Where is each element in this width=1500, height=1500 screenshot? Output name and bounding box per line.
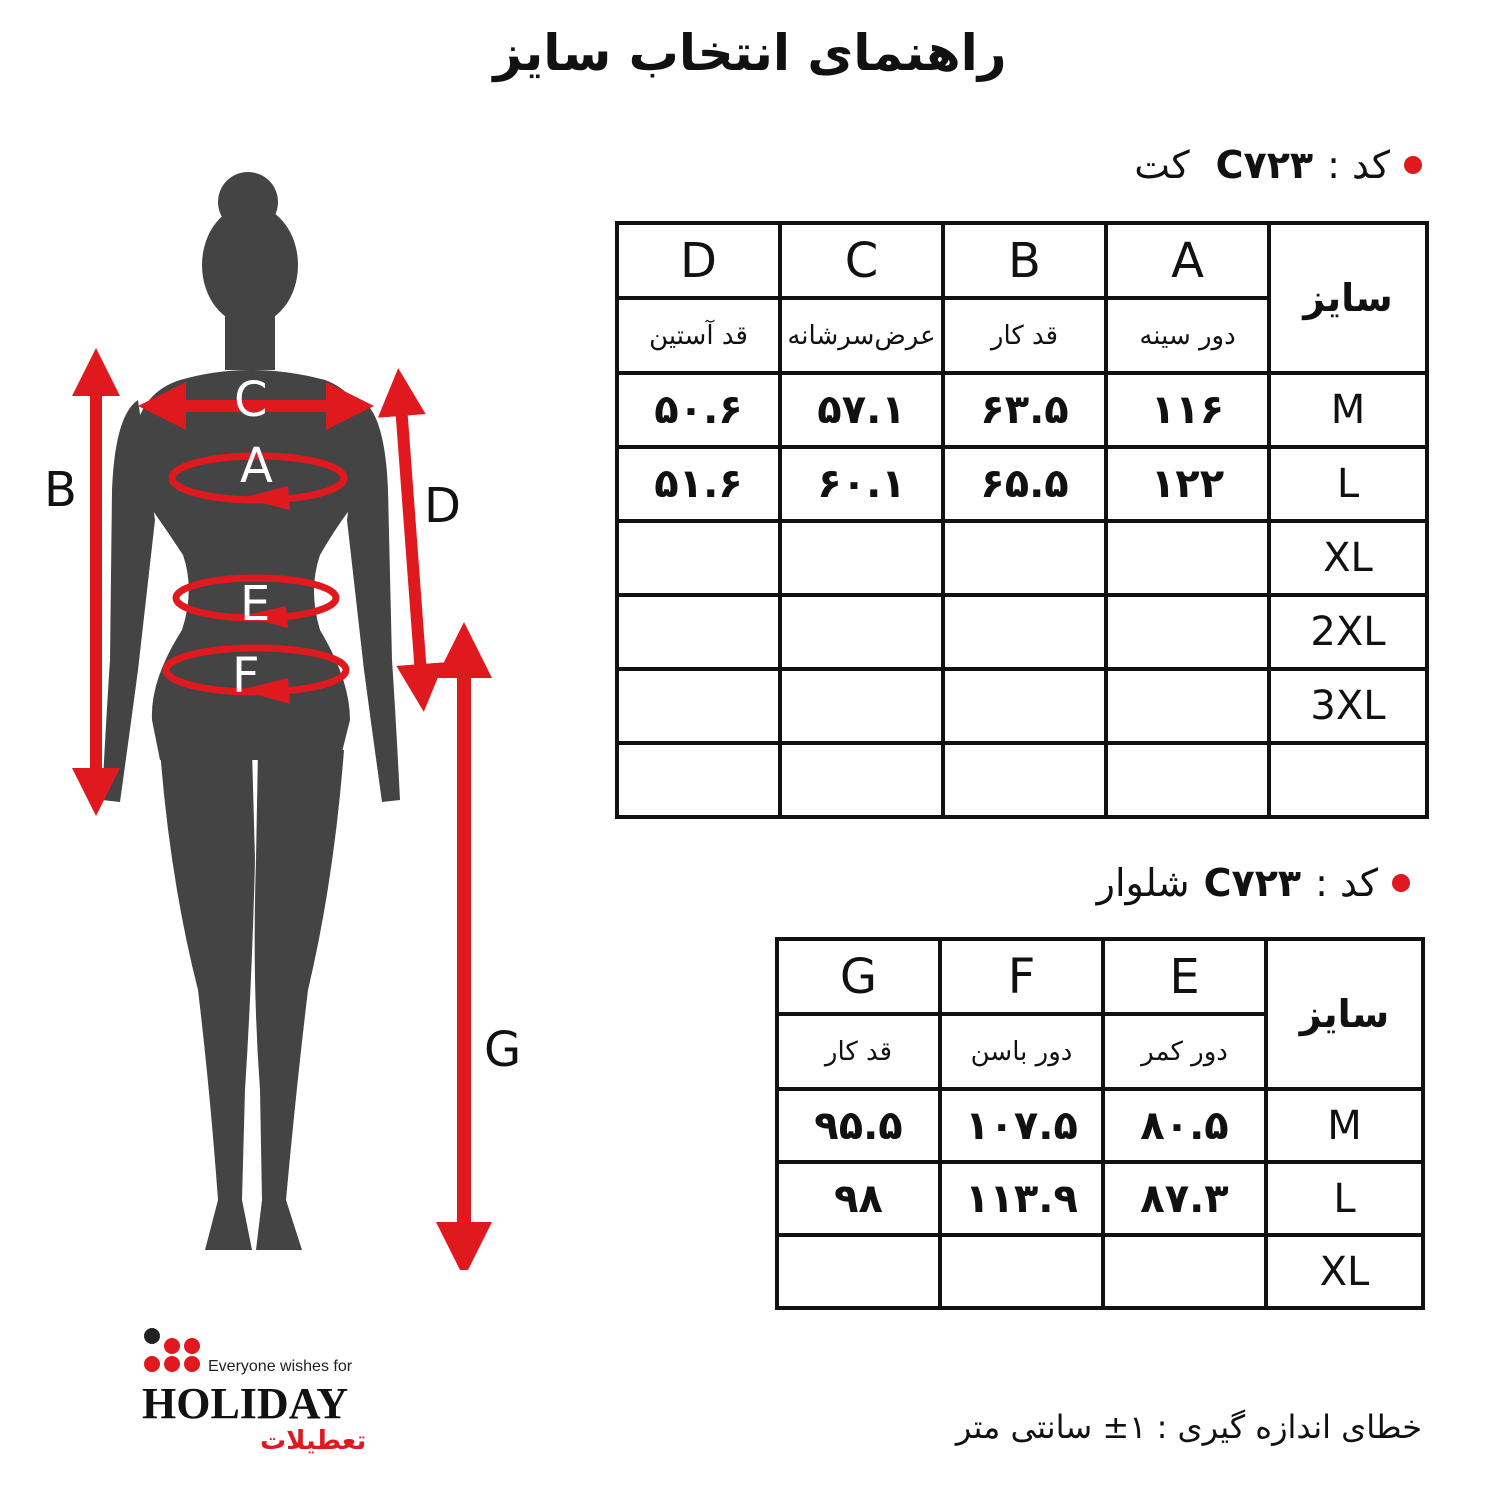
pants-code-line <box>1097 858 1410 908</box>
cell-value <box>943 595 1106 669</box>
cell-value: ۸۷.۳ <box>1103 1162 1266 1235</box>
col-letter-a: A <box>1106 223 1269 298</box>
col-letter-e: E <box>1103 939 1266 1014</box>
cell-value <box>780 595 943 669</box>
col-label-chest: دور سینه <box>1106 298 1269 373</box>
cell-value <box>780 521 943 595</box>
row-size: 2XL <box>1269 595 1427 669</box>
table-row <box>777 1235 1423 1308</box>
row-size: L <box>1269 447 1427 521</box>
label-f: F <box>232 648 260 704</box>
pants-code: C۷۲۳ <box>1203 861 1302 905</box>
cell-value: ۸۰.۵ <box>1103 1089 1266 1162</box>
table-header-row <box>617 223 1427 298</box>
logo-name-fa: تعطیلات <box>260 1426 367 1456</box>
cell-value: ۱۲۲ <box>1106 447 1269 521</box>
cell-value: ۵۰.۶ <box>617 373 780 447</box>
cell-value: ۶۰.۱ <box>780 447 943 521</box>
logo-tagline: Everyone wishes for <box>208 1358 353 1375</box>
cell-value <box>940 1235 1103 1308</box>
measurement-tolerance-note: خطای اندازه گیری : ۱± سانتی متر <box>955 1408 1422 1446</box>
jacket-product: کت <box>1134 143 1190 187</box>
cell-value <box>1106 669 1269 743</box>
pants-size-table <box>775 937 1425 1310</box>
col-letter-c: C <box>780 223 943 298</box>
cell-value <box>1106 595 1269 669</box>
col-label-waist: دور کمر <box>1103 1014 1266 1089</box>
table-row <box>777 1089 1423 1162</box>
cell-value: ۱۱۶ <box>1106 373 1269 447</box>
holiday-logo <box>140 1322 390 1462</box>
cell-value <box>780 669 943 743</box>
label-g: G <box>484 1022 522 1078</box>
cell-value <box>617 743 780 817</box>
jacket-code: C۷۲۳ <box>1215 143 1314 187</box>
cell-value: ۱۰۷.۵ <box>940 1089 1103 1162</box>
logo-name: HOLIDAY <box>142 1379 349 1428</box>
size-column-header: سایز <box>1266 939 1423 1089</box>
table-row <box>617 595 1427 669</box>
col-letter-b: B <box>943 223 1106 298</box>
col-label-shoulder: عرض‌سرشانه <box>780 298 943 373</box>
table-header-row <box>777 939 1423 1014</box>
cell-value <box>943 669 1106 743</box>
cell-value <box>1106 743 1269 817</box>
row-size: 3XL <box>1269 669 1427 743</box>
jacket-code-label: کد : <box>1327 143 1390 187</box>
pants-product: شلوار <box>1096 861 1190 905</box>
jacket-size-table <box>615 221 1429 819</box>
row-size <box>1269 743 1427 817</box>
label-c: C <box>234 372 268 428</box>
table-row <box>617 669 1427 743</box>
row-size: XL <box>1266 1235 1423 1308</box>
bullet-icon <box>1392 874 1410 892</box>
table-row <box>617 373 1427 447</box>
cell-value <box>617 669 780 743</box>
col-label-sleeve: قد آستین <box>617 298 780 373</box>
cell-value <box>943 521 1106 595</box>
label-e: E <box>240 576 271 632</box>
label-a: A <box>240 438 273 494</box>
pants-code-label: کد : <box>1315 861 1378 905</box>
label-b: B <box>44 462 77 518</box>
cell-value <box>1106 521 1269 595</box>
cell-value <box>780 743 943 817</box>
cell-value: ۹۸ <box>777 1162 940 1235</box>
cell-value <box>1103 1235 1266 1308</box>
page-title: راهنمای انتخاب سایز <box>493 24 1007 82</box>
cell-value <box>617 521 780 595</box>
measure-d-arrow <box>400 392 422 688</box>
table-row <box>777 1162 1423 1235</box>
col-letter-d: D <box>617 223 780 298</box>
cell-value <box>617 595 780 669</box>
row-size: XL <box>1269 521 1427 595</box>
cell-value <box>777 1235 940 1308</box>
col-label-length: قد کار <box>943 298 1106 373</box>
jacket-code-line <box>1134 140 1422 190</box>
col-letter-g: G <box>777 939 940 1014</box>
row-size: M <box>1269 373 1427 447</box>
cell-value: ۵۱.۶ <box>617 447 780 521</box>
cell-value: ۶۵.۵ <box>943 447 1106 521</box>
cell-value: ۹۵.۵ <box>777 1089 940 1162</box>
cell-value: ۱۱۳.۹ <box>940 1162 1103 1235</box>
table-row <box>617 447 1427 521</box>
cell-value <box>943 743 1106 817</box>
row-size: L <box>1266 1162 1423 1235</box>
bullet-icon <box>1404 156 1422 174</box>
logo-dots-icon <box>140 1322 206 1372</box>
cell-value: ۶۳.۵ <box>943 373 1106 447</box>
size-column-header: سایز <box>1269 223 1427 373</box>
col-label-length: قد کار <box>777 1014 940 1089</box>
table-row <box>617 743 1427 817</box>
table-row <box>617 521 1427 595</box>
label-d: D <box>424 478 461 534</box>
col-letter-f: F <box>940 939 1103 1014</box>
col-label-hip: دور باسن <box>940 1014 1103 1089</box>
row-size: M <box>1266 1089 1423 1162</box>
body-silhouette <box>102 172 400 1250</box>
cell-value: ۵۷.۱ <box>780 373 943 447</box>
body-measurement-figure <box>20 160 540 1270</box>
